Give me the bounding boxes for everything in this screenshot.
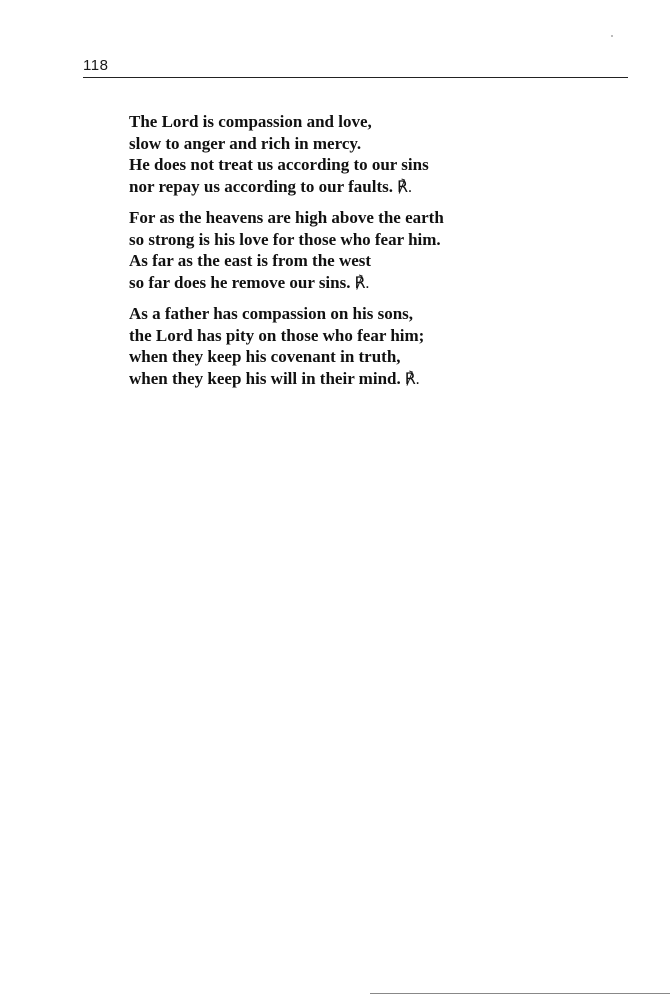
verse-line-text: when they keep his will in their mind. xyxy=(129,368,401,388)
page-number: 118 xyxy=(83,57,109,74)
verse-line-final xyxy=(129,176,529,199)
verse-line-final xyxy=(129,368,529,391)
verse-line: the Lord has pity on those who fear him; xyxy=(129,325,425,345)
psalm-text xyxy=(129,111,529,399)
scan-speck xyxy=(611,35,613,37)
verse-line-text: nor repay us according to our faults. xyxy=(129,176,393,196)
verse-line: As a father has compassion on his sons, xyxy=(129,304,414,323)
verse-line: He does not treat us according to our sins xyxy=(129,155,429,174)
footer-rule xyxy=(370,993,670,994)
verse-line: when they keep his covenant in truth, xyxy=(129,347,401,366)
verse-line: For as the heavens are high above the earth xyxy=(129,208,444,227)
response-symbol: ℟. xyxy=(404,370,420,388)
stanza-3 xyxy=(129,303,529,390)
response-symbol: ℟. xyxy=(354,274,370,292)
response-symbol: ℟. xyxy=(397,178,412,196)
verse-line: The Lord is compassion and love, xyxy=(129,112,372,131)
page-header xyxy=(83,57,628,79)
verse-line-final xyxy=(129,272,529,295)
stanza-1 xyxy=(129,111,529,198)
stanza-2 xyxy=(129,207,529,294)
verse-line: so strong is his love for those who fear him. xyxy=(129,229,441,249)
header-rule xyxy=(83,77,628,78)
verse-line: As far as the east is from the west xyxy=(129,251,372,270)
verse-line: slow to anger and rich in mercy. xyxy=(129,133,362,153)
verse-line-text: so far does he remove our sins. xyxy=(129,272,351,292)
